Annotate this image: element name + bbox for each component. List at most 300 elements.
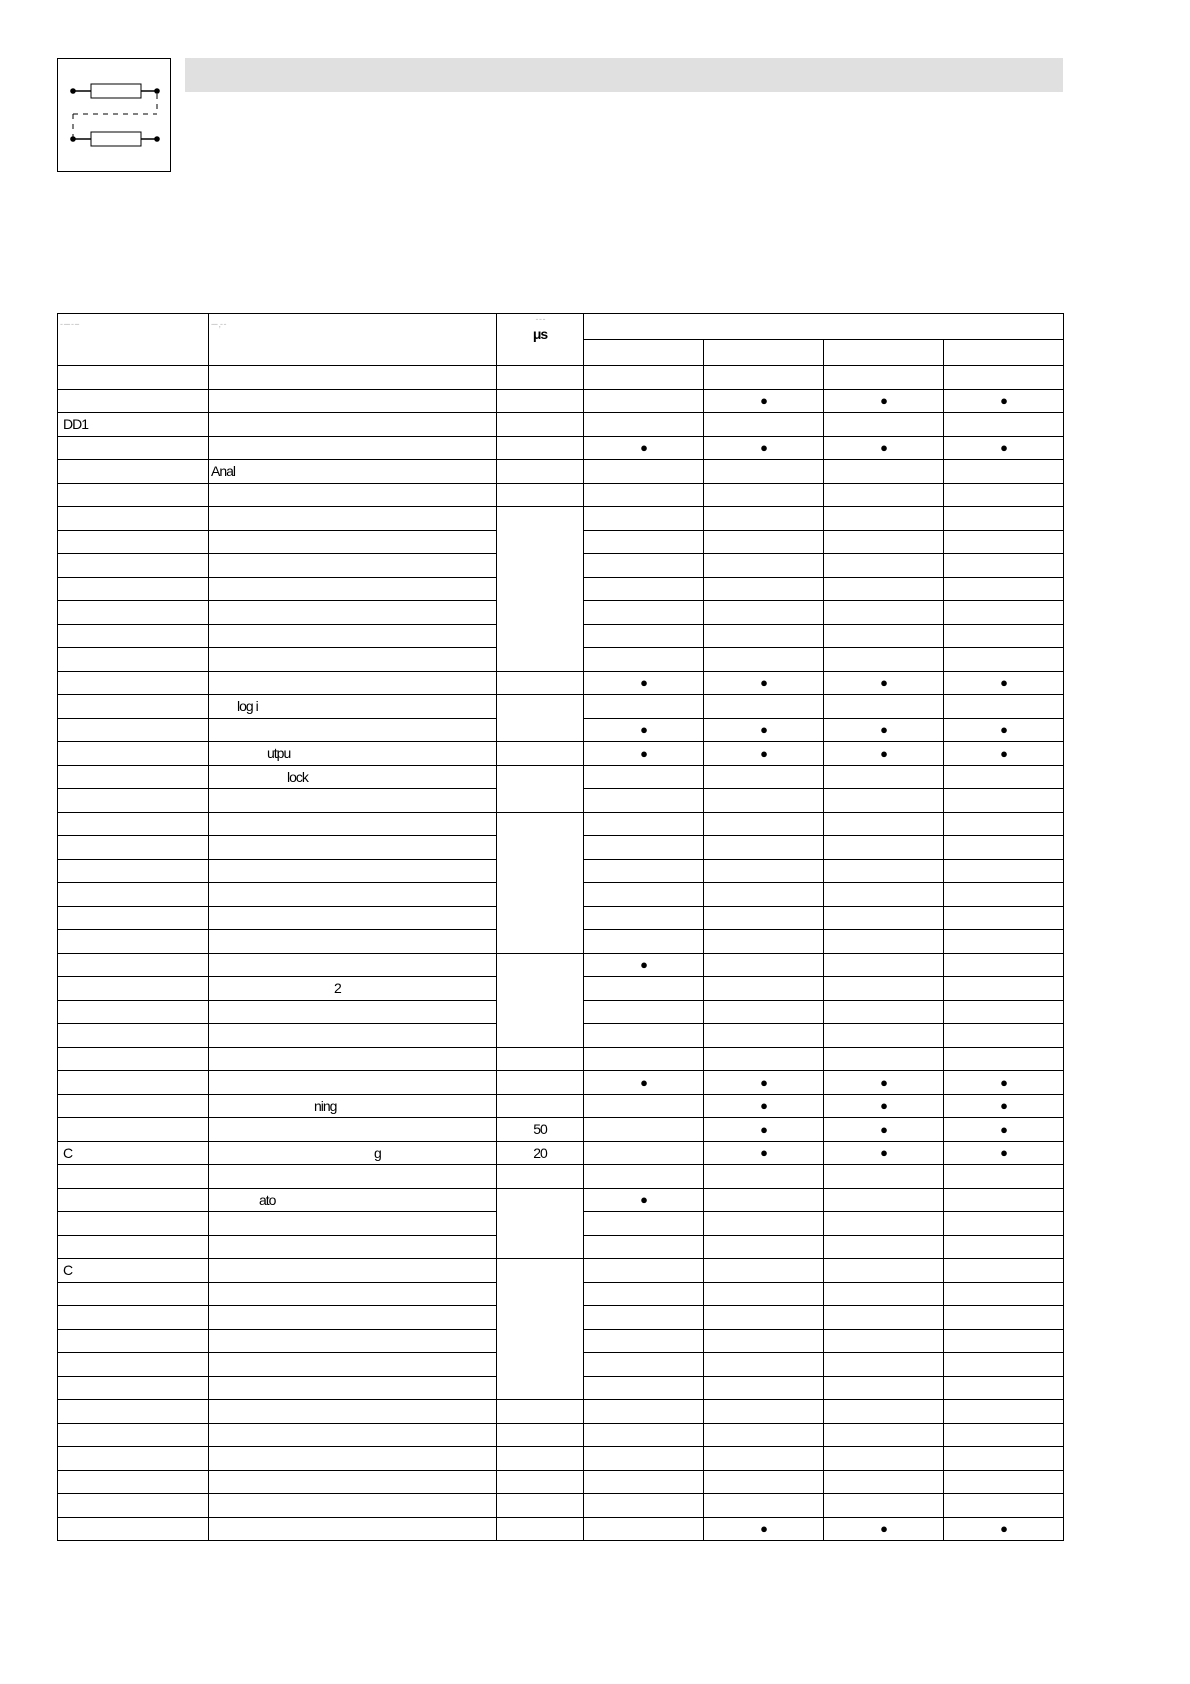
availability-cell — [704, 765, 824, 789]
row-code-cell — [58, 977, 209, 1001]
table-body — [58, 314, 1064, 1541]
row-time-cell — [497, 1094, 584, 1118]
row-code-cell — [58, 1094, 209, 1118]
availability-cell: ● — [704, 742, 824, 766]
row-description-cell — [209, 366, 497, 390]
row-description-cell — [209, 389, 497, 413]
availability-cell: ● — [824, 1094, 944, 1118]
row-code-cell — [58, 1024, 209, 1048]
availability-cell: ● — [824, 1517, 944, 1541]
availability-cell — [944, 1353, 1064, 1377]
availability-cell — [704, 1212, 824, 1236]
row-description-cell — [209, 789, 497, 813]
row-code-cell — [58, 460, 209, 484]
row-time-cell: 20 — [497, 1141, 584, 1165]
table-row — [58, 1071, 1064, 1095]
availability-cell — [944, 765, 1064, 789]
availability-cell — [704, 977, 824, 1001]
row-code-cell — [58, 671, 209, 695]
row-code-cell: DD1 — [58, 413, 209, 437]
availability-cell — [584, 883, 704, 907]
availability-cell — [584, 460, 704, 484]
row-code-cell — [58, 930, 209, 954]
availability-cell — [944, 1047, 1064, 1071]
row-description-cell — [209, 1259, 497, 1283]
row-code-cell — [58, 836, 209, 860]
availability-cell — [704, 1165, 824, 1189]
availability-cell — [584, 1517, 704, 1541]
availability-cell — [944, 859, 1064, 883]
availability-cell — [824, 1447, 944, 1471]
availability-cell — [704, 1376, 824, 1400]
row-time-cell — [497, 1400, 584, 1424]
availability-cell — [944, 1376, 1064, 1400]
row-description-cell — [209, 624, 497, 648]
row-code-cell — [58, 1000, 209, 1024]
table-row — [58, 460, 1064, 484]
availability-cell — [944, 483, 1064, 507]
availability-cell — [584, 1118, 704, 1142]
availability-cell: ● — [704, 1094, 824, 1118]
table-row — [58, 366, 1064, 390]
row-code-cell: C — [58, 1259, 209, 1283]
row-time-cell — [497, 1165, 584, 1189]
availability-cell — [824, 483, 944, 507]
availability-cell — [824, 648, 944, 672]
availability-cell — [584, 1282, 704, 1306]
availability-cell: ● — [584, 1188, 704, 1212]
row-time-cell — [497, 742, 584, 766]
availability-cell — [944, 1259, 1064, 1283]
availability-cell — [824, 906, 944, 930]
table-row — [58, 1494, 1064, 1518]
row-description-cell — [209, 859, 497, 883]
row-code-cell — [58, 1470, 209, 1494]
availability-cell: ● — [704, 1517, 824, 1541]
availability-cell — [824, 1376, 944, 1400]
availability-cell — [824, 1423, 944, 1447]
availability-cell: ● — [944, 436, 1064, 460]
availability-cell — [944, 1212, 1064, 1236]
availability-cell — [704, 1000, 824, 1024]
availability-cell — [944, 1447, 1064, 1471]
availability-cell — [584, 554, 704, 578]
row-time-cell — [497, 1259, 584, 1400]
availability-cell — [944, 1188, 1064, 1212]
row-code-cell — [58, 1306, 209, 1330]
table-row — [58, 1517, 1064, 1541]
row-code-cell — [58, 1165, 209, 1189]
availability-cell: ● — [824, 1071, 944, 1095]
row-description-cell: Anal — [209, 460, 497, 484]
availability-cell — [824, 812, 944, 836]
table-row — [58, 507, 1064, 531]
availability-cell — [584, 1306, 704, 1330]
row-time-cell — [497, 765, 584, 812]
row-description-cell — [209, 671, 497, 695]
table-row — [58, 812, 1064, 836]
row-code-cell — [58, 1423, 209, 1447]
availability-cell — [584, 859, 704, 883]
availability-cell — [584, 1094, 704, 1118]
row-description-cell — [209, 812, 497, 836]
availability-cell — [704, 460, 824, 484]
availability-cell — [704, 906, 824, 930]
availability-cell — [704, 507, 824, 531]
row-description-cell: g — [209, 1141, 497, 1165]
availability-cell: ● — [944, 1118, 1064, 1142]
availability-cell — [824, 883, 944, 907]
availability-cell — [584, 1423, 704, 1447]
row-description-cell: ning — [209, 1094, 497, 1118]
table-row — [58, 1400, 1064, 1424]
unit-label: μs — [532, 326, 548, 342]
row-time-cell — [497, 460, 584, 484]
availability-cell — [824, 1235, 944, 1259]
row-description-cell — [209, 413, 497, 437]
row-description-cell — [209, 601, 497, 625]
availability-cell — [944, 460, 1064, 484]
availability-cell — [824, 413, 944, 437]
availability-cell: ● — [824, 1141, 944, 1165]
availability-cell — [944, 366, 1064, 390]
table-row — [58, 483, 1064, 507]
row-description-cell — [209, 554, 497, 578]
col-header-1: - --- - -- — [58, 314, 209, 366]
availability-cell — [824, 624, 944, 648]
row-description-cell — [209, 718, 497, 742]
availability-cell — [584, 695, 704, 719]
availability-cell — [824, 1470, 944, 1494]
availability-cell — [824, 530, 944, 554]
row-description-cell — [209, 1517, 497, 1541]
availability-cell — [704, 530, 824, 554]
availability-cell — [704, 930, 824, 954]
row-description-cell — [209, 953, 497, 977]
row-description-cell — [209, 1282, 497, 1306]
row-code-cell — [58, 483, 209, 507]
table-row — [58, 1118, 1064, 1142]
row-description-cell — [209, 577, 497, 601]
row-time-cell — [497, 436, 584, 460]
availability-cell — [704, 1047, 824, 1071]
availability-cell — [704, 1353, 824, 1377]
availability-cell — [944, 1494, 1064, 1518]
availability-cell: ● — [704, 436, 824, 460]
availability-cell — [824, 1047, 944, 1071]
row-description-cell — [209, 1494, 497, 1518]
table-row — [58, 1423, 1064, 1447]
availability-cell — [584, 601, 704, 625]
row-time-cell — [497, 1047, 584, 1071]
circuit-resistor-icon — [58, 59, 170, 171]
row-time-cell — [497, 671, 584, 695]
availability-cell: ● — [824, 436, 944, 460]
availability-cell — [944, 601, 1064, 625]
availability-cell — [824, 930, 944, 954]
table-row — [58, 389, 1064, 413]
availability-cell — [824, 460, 944, 484]
availability-cell — [704, 1470, 824, 1494]
availability-cell — [824, 789, 944, 813]
availability-cell — [944, 507, 1064, 531]
availability-cell — [944, 1329, 1064, 1353]
row-time-cell — [497, 695, 584, 742]
row-description-cell — [209, 1470, 497, 1494]
table-row — [58, 1165, 1064, 1189]
availability-cell — [944, 1235, 1064, 1259]
availability-cell — [704, 789, 824, 813]
row-code-cell — [58, 1118, 209, 1142]
availability-cell: ● — [584, 671, 704, 695]
availability-cell — [824, 695, 944, 719]
availability-cell — [704, 601, 824, 625]
data-table — [57, 313, 1064, 1541]
availability-cell — [584, 836, 704, 860]
row-code-cell — [58, 1282, 209, 1306]
table-row — [58, 1259, 1064, 1283]
row-description-cell — [209, 1447, 497, 1471]
row-code-cell: C — [58, 1141, 209, 1165]
availability-cell — [824, 554, 944, 578]
header-bar — [185, 58, 1063, 92]
availability-cell — [584, 366, 704, 390]
row-description-cell — [209, 1212, 497, 1236]
logo — [57, 58, 171, 172]
row-code-cell — [58, 953, 209, 977]
availability-cell: ● — [824, 718, 944, 742]
availability-cell — [824, 1306, 944, 1330]
row-code-cell — [58, 695, 209, 719]
availability-cell — [824, 1494, 944, 1518]
availability-cell — [584, 789, 704, 813]
availability-cell — [704, 1259, 824, 1283]
availability-cell: ● — [584, 953, 704, 977]
row-code-cell — [58, 1071, 209, 1095]
row-code-cell — [58, 1235, 209, 1259]
row-code-cell — [58, 1494, 209, 1518]
row-description-cell — [209, 1071, 497, 1095]
row-description-cell: log i — [209, 695, 497, 719]
availability-cell: ● — [704, 1141, 824, 1165]
availability-cell — [584, 1259, 704, 1283]
row-code-cell — [58, 1329, 209, 1353]
availability-cell — [824, 1282, 944, 1306]
availability-cell — [944, 789, 1064, 813]
row-code-cell — [58, 883, 209, 907]
row-code-cell — [58, 624, 209, 648]
availability-cell — [824, 1259, 944, 1283]
availability-cell — [584, 624, 704, 648]
sub-header-2 — [704, 340, 824, 366]
availability-cell — [824, 577, 944, 601]
availability-cell — [944, 1306, 1064, 1330]
sub-header-4 — [944, 340, 1064, 366]
row-description-cell — [209, 530, 497, 554]
row-description-cell — [209, 1000, 497, 1024]
row-code-cell — [58, 1047, 209, 1071]
availability-cell — [584, 765, 704, 789]
availability-cell: ● — [944, 671, 1064, 695]
availability-cell — [824, 601, 944, 625]
row-time-cell — [497, 1517, 584, 1541]
row-code-cell — [58, 906, 209, 930]
sub-header-1 — [584, 340, 704, 366]
row-time-cell — [497, 507, 584, 672]
availability-cell: ● — [704, 1071, 824, 1095]
row-code-cell — [58, 366, 209, 390]
row-description-cell — [209, 1400, 497, 1424]
row-code-cell — [58, 1188, 209, 1212]
table-row — [58, 1447, 1064, 1471]
availability-cell — [944, 1470, 1064, 1494]
availability-cell: ● — [944, 1141, 1064, 1165]
availability-cell — [704, 1494, 824, 1518]
availability-cell — [584, 1165, 704, 1189]
availability-cell — [944, 1024, 1064, 1048]
row-description-cell — [209, 883, 497, 907]
availability-cell — [584, 1212, 704, 1236]
availability-cell — [704, 648, 824, 672]
col-header-2: --- ,- - — [209, 314, 497, 366]
row-code-cell — [58, 742, 209, 766]
availability-cell — [704, 413, 824, 437]
table-row — [58, 1470, 1064, 1494]
row-code-cell — [58, 1353, 209, 1377]
row-description-cell — [209, 1235, 497, 1259]
availability-cell — [944, 413, 1064, 437]
availability-cell — [824, 953, 944, 977]
availability-cell — [584, 1000, 704, 1024]
availability-cell: ● — [704, 671, 824, 695]
row-code-cell — [58, 1400, 209, 1424]
row-time-cell — [497, 413, 584, 437]
availability-cell: ● — [944, 718, 1064, 742]
row-code-cell — [58, 530, 209, 554]
availability-cell — [584, 1470, 704, 1494]
row-time-cell — [497, 953, 584, 1047]
availability-cell — [584, 530, 704, 554]
availability-cell — [584, 930, 704, 954]
table-row — [58, 671, 1064, 695]
availability-cell — [944, 977, 1064, 1001]
availability-cell — [584, 507, 704, 531]
availability-cell — [584, 812, 704, 836]
row-time-cell — [497, 1071, 584, 1095]
availability-cell — [584, 1376, 704, 1400]
availability-cell — [704, 883, 824, 907]
availability-cell: ● — [944, 389, 1064, 413]
row-description-cell — [209, 1376, 497, 1400]
availability-cell — [704, 953, 824, 977]
availability-cell: ● — [824, 671, 944, 695]
availability-cell — [704, 1447, 824, 1471]
availability-cell — [704, 695, 824, 719]
availability-cell — [824, 1000, 944, 1024]
row-code-cell — [58, 765, 209, 789]
availability-cell — [944, 577, 1064, 601]
row-code-cell — [58, 507, 209, 531]
availability-cell — [944, 1400, 1064, 1424]
row-description-cell: ato — [209, 1188, 497, 1212]
row-time-cell — [497, 1188, 584, 1259]
table-row — [58, 436, 1064, 460]
row-description-cell — [209, 648, 497, 672]
row-code-cell — [58, 789, 209, 813]
availability-cell — [824, 366, 944, 390]
row-code-cell — [58, 1212, 209, 1236]
row-description-cell: lock — [209, 765, 497, 789]
availability-cell — [584, 1494, 704, 1518]
table-row — [58, 765, 1064, 789]
availability-cell — [944, 1000, 1064, 1024]
availability-cell — [944, 1282, 1064, 1306]
availability-cell — [704, 554, 824, 578]
availability-cell — [704, 1423, 824, 1447]
availability-cell — [584, 413, 704, 437]
availability-cell: ● — [584, 1071, 704, 1095]
row-time-cell — [497, 1494, 584, 1518]
availability-cell — [704, 1400, 824, 1424]
row-description-cell — [209, 1423, 497, 1447]
table-row — [58, 1047, 1064, 1071]
row-description-cell — [209, 507, 497, 531]
availability-cell: ● — [584, 718, 704, 742]
availability-cell — [584, 906, 704, 930]
row-code-cell — [58, 859, 209, 883]
availability-cell: ● — [944, 1094, 1064, 1118]
row-description-cell — [209, 836, 497, 860]
row-code-cell — [58, 436, 209, 460]
availability-cell — [584, 1447, 704, 1471]
availability-cell — [824, 859, 944, 883]
row-code-cell — [58, 1517, 209, 1541]
row-time-cell — [497, 366, 584, 390]
availability-cell — [944, 953, 1064, 977]
availability-cell — [944, 1165, 1064, 1189]
availability-cell — [704, 577, 824, 601]
table-row — [58, 695, 1064, 719]
row-description-cell: utpu — [209, 742, 497, 766]
availability-cell — [944, 530, 1064, 554]
availability-cell — [824, 1212, 944, 1236]
availability-cell: ● — [944, 1071, 1064, 1095]
availability-cell: ● — [704, 389, 824, 413]
availability-cell — [824, 836, 944, 860]
table-row — [58, 1094, 1064, 1118]
availability-cell — [824, 1188, 944, 1212]
availability-cell — [824, 765, 944, 789]
row-description-cell — [209, 1024, 497, 1048]
availability-cell — [704, 859, 824, 883]
availability-cell — [584, 1400, 704, 1424]
availability-cell — [824, 1329, 944, 1353]
row-description-cell — [209, 483, 497, 507]
availability-cell — [944, 624, 1064, 648]
availability-cell — [824, 1165, 944, 1189]
availability-cell — [944, 883, 1064, 907]
row-code-cell — [58, 554, 209, 578]
row-code-cell — [58, 812, 209, 836]
availability-cell — [704, 483, 824, 507]
availability-cell — [944, 836, 1064, 860]
row-description-cell — [209, 1353, 497, 1377]
availability-cell — [824, 1353, 944, 1377]
availability-cell — [704, 1235, 824, 1259]
row-time-cell — [497, 483, 584, 507]
availability-cell — [584, 1353, 704, 1377]
row-code-cell — [58, 1447, 209, 1471]
